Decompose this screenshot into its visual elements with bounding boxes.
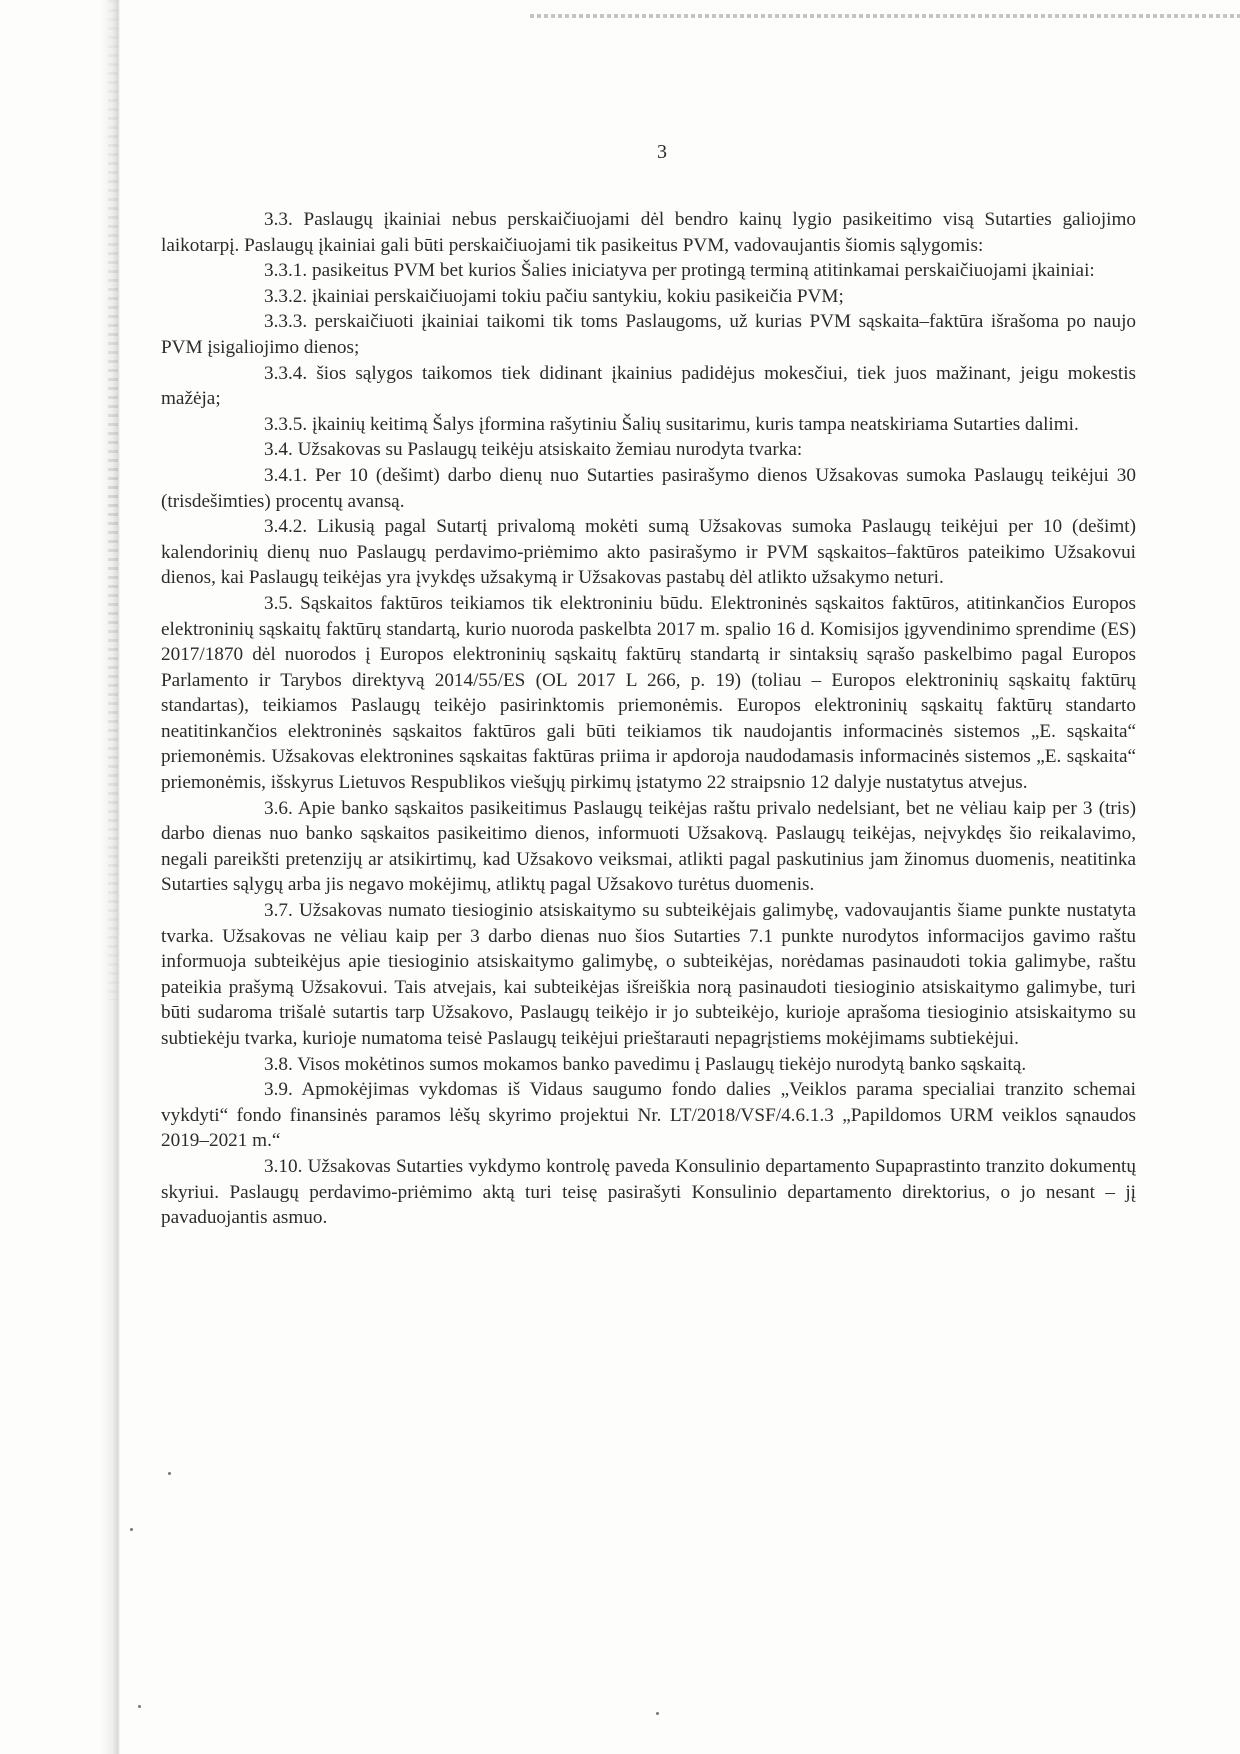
scan-speck [168, 1472, 171, 1475]
paragraph: 3.3.4. šios sąlygos taikomos tiek didinant įkainius padidėjus mokesčiui, tiek juos mažinant, jeigu mokestis mažėja; [161, 362, 1136, 410]
paragraph: 3.3.5. įkainių keitimą Šalys įformina rašytiniu Šalių susitarimu, kuris tampa neatskiriama Sutarties dalimi. [264, 413, 1079, 435]
page-number: 3 [657, 141, 667, 163]
scan-top-artifact [530, 14, 1240, 18]
scan-speck [656, 1712, 659, 1715]
paragraph: 3.5. Sąskaitos faktūros teikiamos tik elektroniniu būdu. Elektroninės sąskaitos faktūros, atitinkančios Europos elektroninių sąskaitų faktūrų standartą, kurio nuoroda paskelbta 2017 m. spalio 16 d. Komisijos įgyvendinimo sprendime (ES) 2017/1870 dėl nuorodos į Europos elektroninių sąskaitų faktūrų standartą ir sintaksių sąrašo paskelbimo pagal Europos Parlamento ir Tarybos direktyvą 2014/55/ES (OL 2017 L 266, p. 19) (toliau – Europos elektroninių sąskaitų faktūrų standartas), teikiamos Paslaugų teikėjo pasirinktomis priemonėmis. Europos elektroninių sąskaitų faktūrų standarto neatitinkančios elektroninės sąskaitos faktūros gali būti teikiamos tik naudojantis informacinės sistemos „E. sąskaita“ priemonėmis. Užsakovas elektronines sąskaitas faktūras priima ir apdoroja naudodamasis informacinės sistemos „E. sąskaita“ priemonėmis, išskyrus Lietuvos Respublikos viešųjų pirkimų įstatymo 22 straipsnio 12 dalyje nustatytus atvejus. [161, 592, 1136, 794]
paragraph: 3.4.2. Likusią pagal Sutartį privalomą mokėti sumą Užsakovas sumoka Paslaugų teikėjui per 10 (dešimt) kalendorinių dienų nuo Paslaugų perdavimo-priėmimo akto pasirašymo ir PVM sąskaitos–faktūros pateikimo Užsakovui dienos, kai Paslaugų teikėjas yra įvykdęs užsakymą ir Užsakovas pastabų dėl atlikto užsakymo neturi. [161, 516, 1136, 589]
paragraph: 3.8. Visos mokėtinos sumos mokamos banko pavedimu į Paslaugų tiekėjo nurodytą banko sąskaitą. [264, 1053, 1027, 1075]
paragraph: 3.4.1. Per 10 (dešimt) darbo dienų nuo Sutarties pasirašymo dienos Užsakovas sumoka Paslaugų teikėjui 30 (trisdešimties) procentų avansą. [161, 464, 1136, 512]
paragraph: 3.10. Užsakovas Sutarties vykdymo kontrolę paveda Konsulinio departamento Supaprastinto tranzito dokumentų skyriui. Paslaugų perdavimo-priėmimo aktą turi teisę pasirašyti Konsulinio departamento direktorius, o jo nesant – jį pavaduojantis asmuo. [161, 1155, 1136, 1229]
paragraph: 3.3. Paslaugų įkainiai nebus perskaičiuojami dėl bendro kainų lygio pasikeitimo visą Sutarties galiojimo laikotarpį. Paslaugų įkainiai gali būti perskaičiuojami tik pasikeitus PVM, vadovaujantis šiomis sąlygomis: [161, 209, 1136, 256]
document-body [161, 207, 1136, 1231]
scan-speck [138, 1705, 141, 1708]
scan-edge-shadow [0, 0, 120, 1754]
paragraph: 3.3.2. įkainiai perskaičiuojami tokiu pačiu santykiu, kokiu pasikeičia PVM; [264, 285, 844, 307]
paragraph: 3.4. Užsakovas su Paslaugų teikėju atsiskaito žemiau nurodyta tvarka: [264, 439, 803, 461]
paragraph: 3.9. Apmokėjimas vykdomas iš Vidaus saugumo fondo dalies „Veiklos parama specialiai tranzito schemai vykdyti“ fondo finansinės paramos lėšų skyrimo projektui Nr. LT/2018/VSF/4.6.1.3 „Papildomos URM veiklos sąnaudos 2019–2021 m.“ [161, 1079, 1136, 1152]
paragraph: 3.7. Užsakovas numato tiesioginio atsiskaitymo su subteikėjais galimybę, vadovaujantis šiame punkte nustatyta tvarka. Užsakovas ne vėliau kaip per 3 darbo dienas nuo šios Sutarties 7.1 punkte nurodytos informacijos gavimo raštu informuoja subteikėjus apie tiesioginio atsiskaitymo galimybę, o subteikėjas, norėdamas pasinaudoti tokia galimybe, raštu pateikia prašymą Užsakovui. Tais atvejais, kai subteikėjas išreiškia norą pasinaudoti tiesioginio atsiskaitymo galimybe, turi būti sudaroma trišalė sutartis tarp Užsakovo, Paslaugų teikėjo ir jo subteikėjo, kurioje aprašoma tiesioginio atsiskaitymo su subtiekėju tvarka, kurioje numatoma teisė Paslaugų teikėjui prieštarauti nepagrįstiems mokėjimams subtiekėjui. [161, 900, 1136, 1049]
scan-speck [130, 1528, 133, 1531]
paragraph: 3.3.3. perskaičiuoti įkainiai taikomi tik toms Paslaugoms, už kurias PVM sąskaita–faktūra išrašoma po naujo PVM įsigaliojimo dienos; [161, 311, 1136, 358]
paragraph: 3.3.1. pasikeitus PVM bet kurios Šalies iniciatyva per protingą terminą atitinkamai perskaičiuojami įkainiai: [264, 260, 1095, 282]
paragraph: 3.6. Apie banko sąskaitos pasikeitimus Paslaugų teikėjas raštu privalo nedelsiant, bet ne vėliau kaip per 3 (tris) darbo dienas nuo banko sąskaitos pasikeitimo dienos, informuoti Užsakovą. Paslaugų teikėjas, neįvykdęs šio reikalavimo, negali pareikšti pretenzijų ar atsikirtimų, kad Užsakovo veiksmai, atlikti pagal paskutinius jam žinomus duomenis, neatitinka Sutarties sąlygų arba jis negavo mokėjimų, atliktų pagal Užsakovo turėtus duomenis. [161, 797, 1136, 896]
scan-edge-streaks [108, 0, 118, 1000]
